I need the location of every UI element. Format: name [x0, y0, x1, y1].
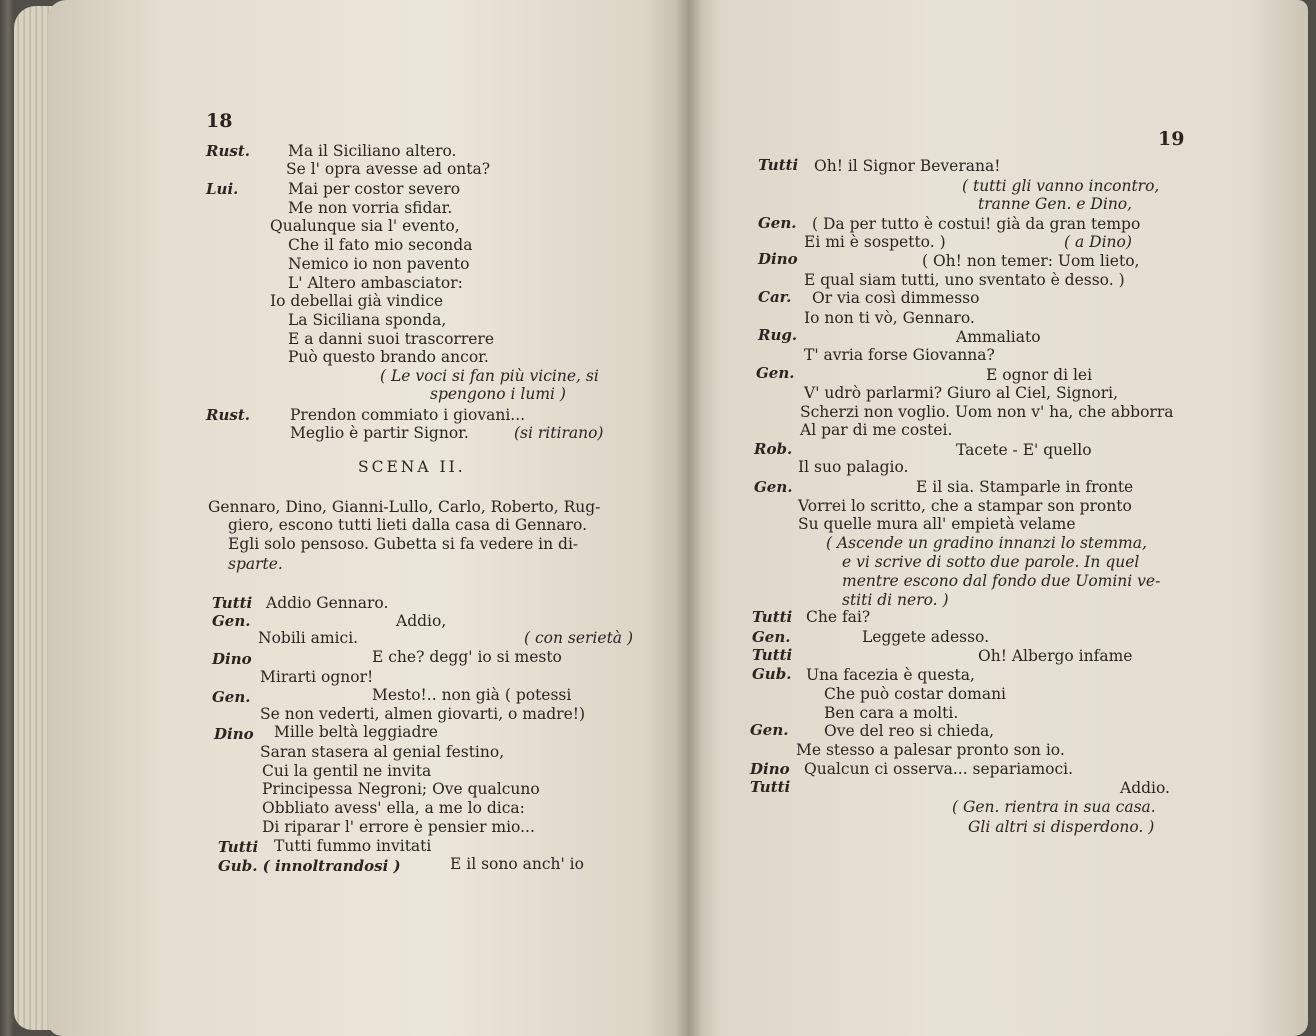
verse-line: Meglio è partir Signor. [290, 424, 469, 442]
verse-line: Me non vorria sfidar. [288, 199, 453, 217]
speaker-label: Tutti [750, 778, 791, 796]
verse-line: Cui la gentil ne invita [262, 762, 432, 780]
verse-line: E il sono anch' io [450, 855, 584, 873]
verse-line: Vorrei lo scritto, che a stampar son pronto [798, 497, 1132, 515]
verse-line: Io debellai già vindice [270, 292, 444, 310]
verse-line: Ma il Siciliano altero. [288, 142, 457, 160]
verse-line: E qual siam tutti, uno sventato è desso. ) [804, 271, 1125, 289]
verse-line: Ei mi è sospetto. ) [804, 233, 946, 251]
verse-line: Può questo brando ancor. [288, 348, 489, 366]
verse-line: Mai per costor severo [288, 180, 461, 198]
stage-direction: ( a Dino) [1064, 233, 1132, 251]
verse-line: Obbliato avess' ella, a me lo dica: [262, 799, 525, 817]
verse-line: Ben cara a molti. [824, 704, 959, 722]
verse-line: Prendon commiato i giovani... [290, 406, 526, 424]
verse-line: Se l' opra avesse ad onta? [286, 160, 491, 178]
verse-line: Or via così dimmesso [812, 289, 980, 307]
verse-line: E a danni suoi trascorrere [288, 330, 494, 348]
verse-line: La Siciliana sponda, [288, 311, 447, 329]
verse-line: Tutti fummo invitati [274, 837, 432, 855]
speaker-label: Tutti [218, 838, 259, 856]
verse-line: Su quelle mura all' empietà velame [798, 515, 1076, 533]
verse-line: Mille beltà leggiadre [274, 723, 438, 741]
speaker-label: Gen. [754, 478, 793, 496]
verse-line: Saran stasera al genial festino, [260, 743, 505, 761]
verse-line: Scherzi non voglio. Uom non v' ha, che abborra [800, 403, 1174, 421]
speaker-label: Gen. [212, 612, 251, 630]
speaker-label: Gub. ( innoltrandosi ) [218, 857, 401, 875]
verse-line: T' avria forse Giovanna? [804, 346, 995, 364]
stage-direction: ( Gen. rientra in sua casa. [952, 798, 1156, 816]
verse-line: giero, escono tutti lieti dalla casa di Gennaro. [228, 516, 588, 534]
verse-line: Di riparar l' errore è pensier mio... [262, 818, 535, 836]
verse-line: Il suo palagio. [798, 458, 909, 476]
verse-line: Mirarti ognor! [260, 668, 374, 686]
verse-line: Oh! il Signor Beverana! [814, 157, 1001, 175]
verse-line: ( Da per tutto è costui! già da gran tempo [812, 215, 1141, 233]
stage-direction: ( Le voci si fan più vicine, si [380, 367, 599, 385]
verse-line: Leggete adesso. [862, 628, 990, 646]
speaker-label: Gen. [750, 721, 789, 739]
verse-line: Se non vederti, almen giovarti, o madre!) [260, 705, 586, 723]
speaker-label: Car. [758, 288, 792, 306]
verse-line: Qualcun ci osserva... separiamoci. [804, 760, 1074, 778]
verse-line: Addio. [1120, 779, 1170, 797]
verse-line: ( Oh! non temer: Uom lieto, [922, 252, 1140, 270]
speaker-label: Dino [758, 250, 798, 268]
speaker-label: Dino [214, 725, 254, 743]
stage-direction: ( con serietà ) [524, 629, 634, 647]
stage-direction: ( tutti gli vanno incontro, [962, 177, 1160, 195]
speaker-label: Gen. [752, 628, 791, 646]
stage-direction: tranne Gen. e Dino, [978, 195, 1133, 213]
speaker-label: Gen. [758, 214, 797, 232]
verse-line: Tacete - E' quello [956, 441, 1092, 459]
speaker-label: Gen. [756, 364, 795, 382]
book-gutter [676, 0, 702, 1036]
speaker-label: Lui. [206, 180, 239, 198]
verse-line: E che? degg' io si mesto [372, 648, 562, 666]
verse-line: Me stesso a palesar pronto son io. [796, 741, 1065, 759]
verse-line: Addio, [396, 612, 447, 630]
stage-direction: (si ritirano) [514, 424, 604, 442]
speaker-label: Rob. [754, 440, 793, 458]
speaker-label: Rust. [206, 142, 250, 160]
verse-line: Gennaro, Dino, Gianni-Lullo, Carlo, Roberto, Rug- [208, 498, 601, 516]
speaker-label: Gub. [752, 665, 792, 683]
speaker-label: Tutti [212, 594, 253, 612]
verse-line: Mesto!.. non già ( potessi [372, 686, 572, 704]
speaker-label: Tutti [758, 156, 799, 174]
speaker-label: Dino [212, 650, 252, 668]
left-page-number: 18 [206, 110, 233, 132]
verse-line: Ammaliato [956, 328, 1041, 346]
verse-line: Egli solo pensoso. Gubetta si fa vedere in di- [228, 535, 579, 553]
right-page-number: 19 [1158, 128, 1185, 150]
verse-line: Oh! Albergo infame [978, 647, 1133, 665]
verse-line: Al par di me costei. [800, 421, 953, 439]
verse-line: V' udrò parlarmi? Giuro al Ciel, Signori, [804, 384, 1119, 402]
speaker-label: Gen. [212, 688, 251, 706]
stage-direction: mentre escono dal fondo due Uomini ve- [842, 572, 1161, 590]
verse-line: Addio Gennaro. [266, 594, 389, 612]
stage-direction: spengono i lumi ) [430, 385, 566, 403]
speaker-label: Rug. [758, 326, 798, 344]
verse-line: Una facezia è questa, [806, 666, 975, 684]
verse-line: Io non ti vò, Gennaro. [804, 309, 975, 327]
verse-line: Principessa Negroni; Ove qualcuno [262, 780, 540, 798]
speaker-label: Tutti [752, 646, 793, 664]
speaker-label: Rust. [206, 406, 250, 424]
verse-line: Ove del reo si chieda, [824, 722, 995, 740]
stage-direction: stiti di nero. ) [842, 591, 949, 609]
verse-line: E il sia. Stamparle in fronte [916, 478, 1134, 496]
verse-line: Che può costar domani [824, 685, 1007, 703]
verse-line: Che fai? [806, 608, 871, 626]
speaker-label: Tutti [752, 608, 793, 626]
stage-direction: Gli altri si disperdono. ) [968, 818, 1155, 836]
stage-direction: e vi scrive di sotto due parole. In quel [842, 553, 1140, 571]
verse-line: Nobili amici. [258, 629, 359, 647]
verse-line: E ognor di lei [986, 366, 1093, 384]
stage-direction: sparte. [228, 555, 283, 573]
speaker-label: Dino [750, 760, 790, 778]
verse-line: Nemico io non pavento [288, 255, 470, 273]
stage-direction: ( Ascende un gradino innanzi lo stemma, [826, 534, 1147, 552]
scene-title: SCENA II. [358, 458, 466, 476]
verse-line: L' Altero ambasciator: [288, 274, 463, 292]
verse-line: Che il fato mio seconda [288, 236, 473, 254]
verse-line: Qualunque sia l' evento, [270, 217, 460, 235]
